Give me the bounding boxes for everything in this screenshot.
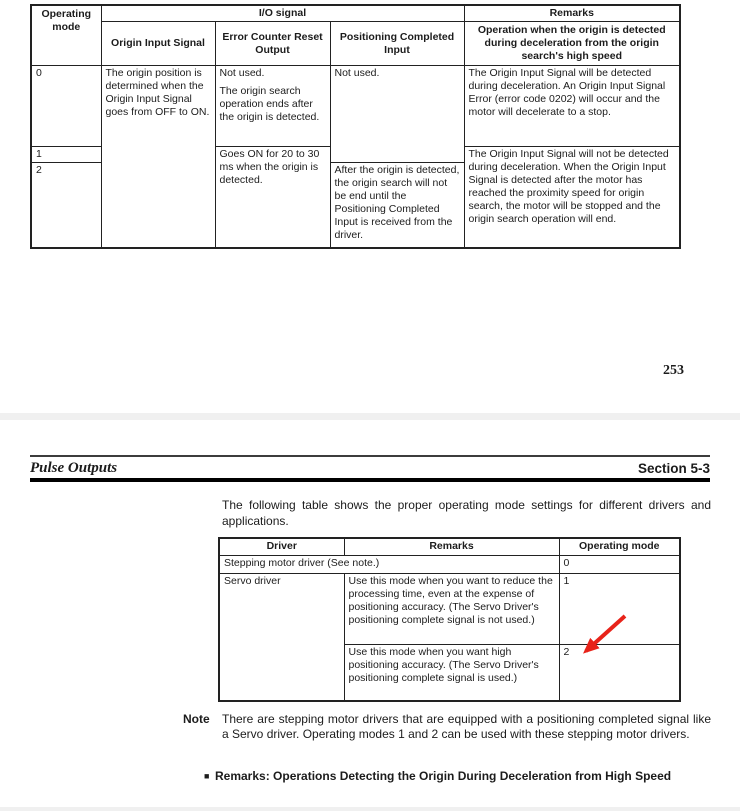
- col-header-origin-input-signal: Origin Input Signal: [101, 22, 215, 66]
- cell-mode-1: 1: [559, 573, 680, 644]
- note-text: There are stepping motor drivers that are equipped with a positioning completed signal like a Servo driver. Operating modes 1 and 2 can be used with these stepping motor drivers.: [222, 712, 711, 741]
- cell-text: Not used.: [219, 67, 265, 79]
- page-separator-bottom: [0, 807, 740, 811]
- cell-remarks-rows12: The Origin Input Signal will not be detected during deceleration. When the Origin Input Signal is detected after the motor has reached the proximity speed for origin search, the motor will be stopped and the origin search operation will end.: [464, 147, 680, 248]
- io-signal-operating-mode-table: [30, 4, 681, 249]
- col-header-remarks: Remarks: [464, 5, 680, 22]
- cell-servo-remarks-mode1: Use this mode when you want to reduce the processing time, even at the expense of positioning accuracy. (The Servo Driver's positioning complete signal is not used.): [344, 573, 559, 644]
- col-header-remarks: Remarks: [344, 538, 559, 555]
- cell-stepping-motor-driver: Stepping motor driver (See note.): [219, 555, 559, 573]
- page-separator: [0, 413, 740, 420]
- table-row-stepping-motor: [219, 555, 680, 573]
- page-number: 253: [663, 363, 684, 378]
- running-header-title: Pulse Outputs: [30, 460, 118, 476]
- header-rule-thick: [30, 478, 710, 482]
- col-header-io-signal: I/O signal: [101, 5, 464, 22]
- table-header-row: [219, 538, 680, 555]
- remarks-heading-text: Remarks: Operations Detecting the Origin During Deceleration from High Speed: [215, 769, 672, 783]
- note-label: Note: [183, 712, 210, 726]
- cell-mode-1: 1: [31, 147, 101, 163]
- cell-mode-0: 0: [559, 555, 680, 573]
- arrow-shaft: [586, 616, 625, 651]
- col-header-error-counter-reset: Error Counter Reset Output: [215, 22, 330, 66]
- intro-paragraph: The following table shows the proper operating mode settings for different drivers and applications.: [222, 498, 711, 528]
- square-bullet-icon: ■: [204, 771, 210, 781]
- cell-servo-remarks-mode2: Use this mode when you want high positioning accuracy. (The Servo Driver's positioning complete signal is used.): [344, 644, 559, 701]
- cell-positioning-row2: After the origin is detected, the origin search will not be end until the Positioning Completed Input is received from the driver.: [330, 163, 464, 248]
- red-arrow-annotation-icon: [572, 607, 636, 659]
- cell-origin-input-signal: The origin position is determined when the Origin Input Signal goes from OFF to ON.: [101, 66, 215, 248]
- cell-error-counter-rows12: Goes ON for 20 to 30 ms when the origin is detected.: [215, 147, 330, 248]
- col-header-driver: Driver: [219, 538, 344, 555]
- col-header-operating-mode: Operating mode: [31, 5, 101, 66]
- cell-positioning-rows01: Not used.: [330, 66, 464, 163]
- cell-remarks-row0: The Origin Input Signal will be detected during deceleration. An Origin Input Signal Error (error code 0202) will occur and the motor will decelerate to a stop.: [464, 66, 680, 147]
- cell-text: The origin search operation ends after the origin is detected.: [219, 85, 320, 123]
- header-rule-thin: [30, 455, 710, 457]
- cell-mode-2: 2: [31, 163, 101, 248]
- table-header-row-2: [31, 22, 680, 66]
- remarks-section-heading: [204, 769, 696, 784]
- cell-servo-driver: Servo driver: [219, 573, 344, 701]
- running-header-section: Section 5-3: [637, 461, 710, 476]
- col-header-operating-mode: Operating mode: [559, 538, 680, 555]
- cell-mode-2: 2: [559, 644, 680, 701]
- table-header-row-1: [31, 5, 680, 22]
- col-header-operation-deceleration: Operation when the origin is detected during deceleration from the origin search's high speed: [464, 22, 680, 66]
- cell-error-counter-row0: [215, 66, 330, 147]
- table-row-mode-0: [31, 66, 680, 147]
- cell-mode-0: 0: [31, 66, 101, 147]
- col-header-positioning-completed: Positioning Completed Input: [330, 22, 464, 66]
